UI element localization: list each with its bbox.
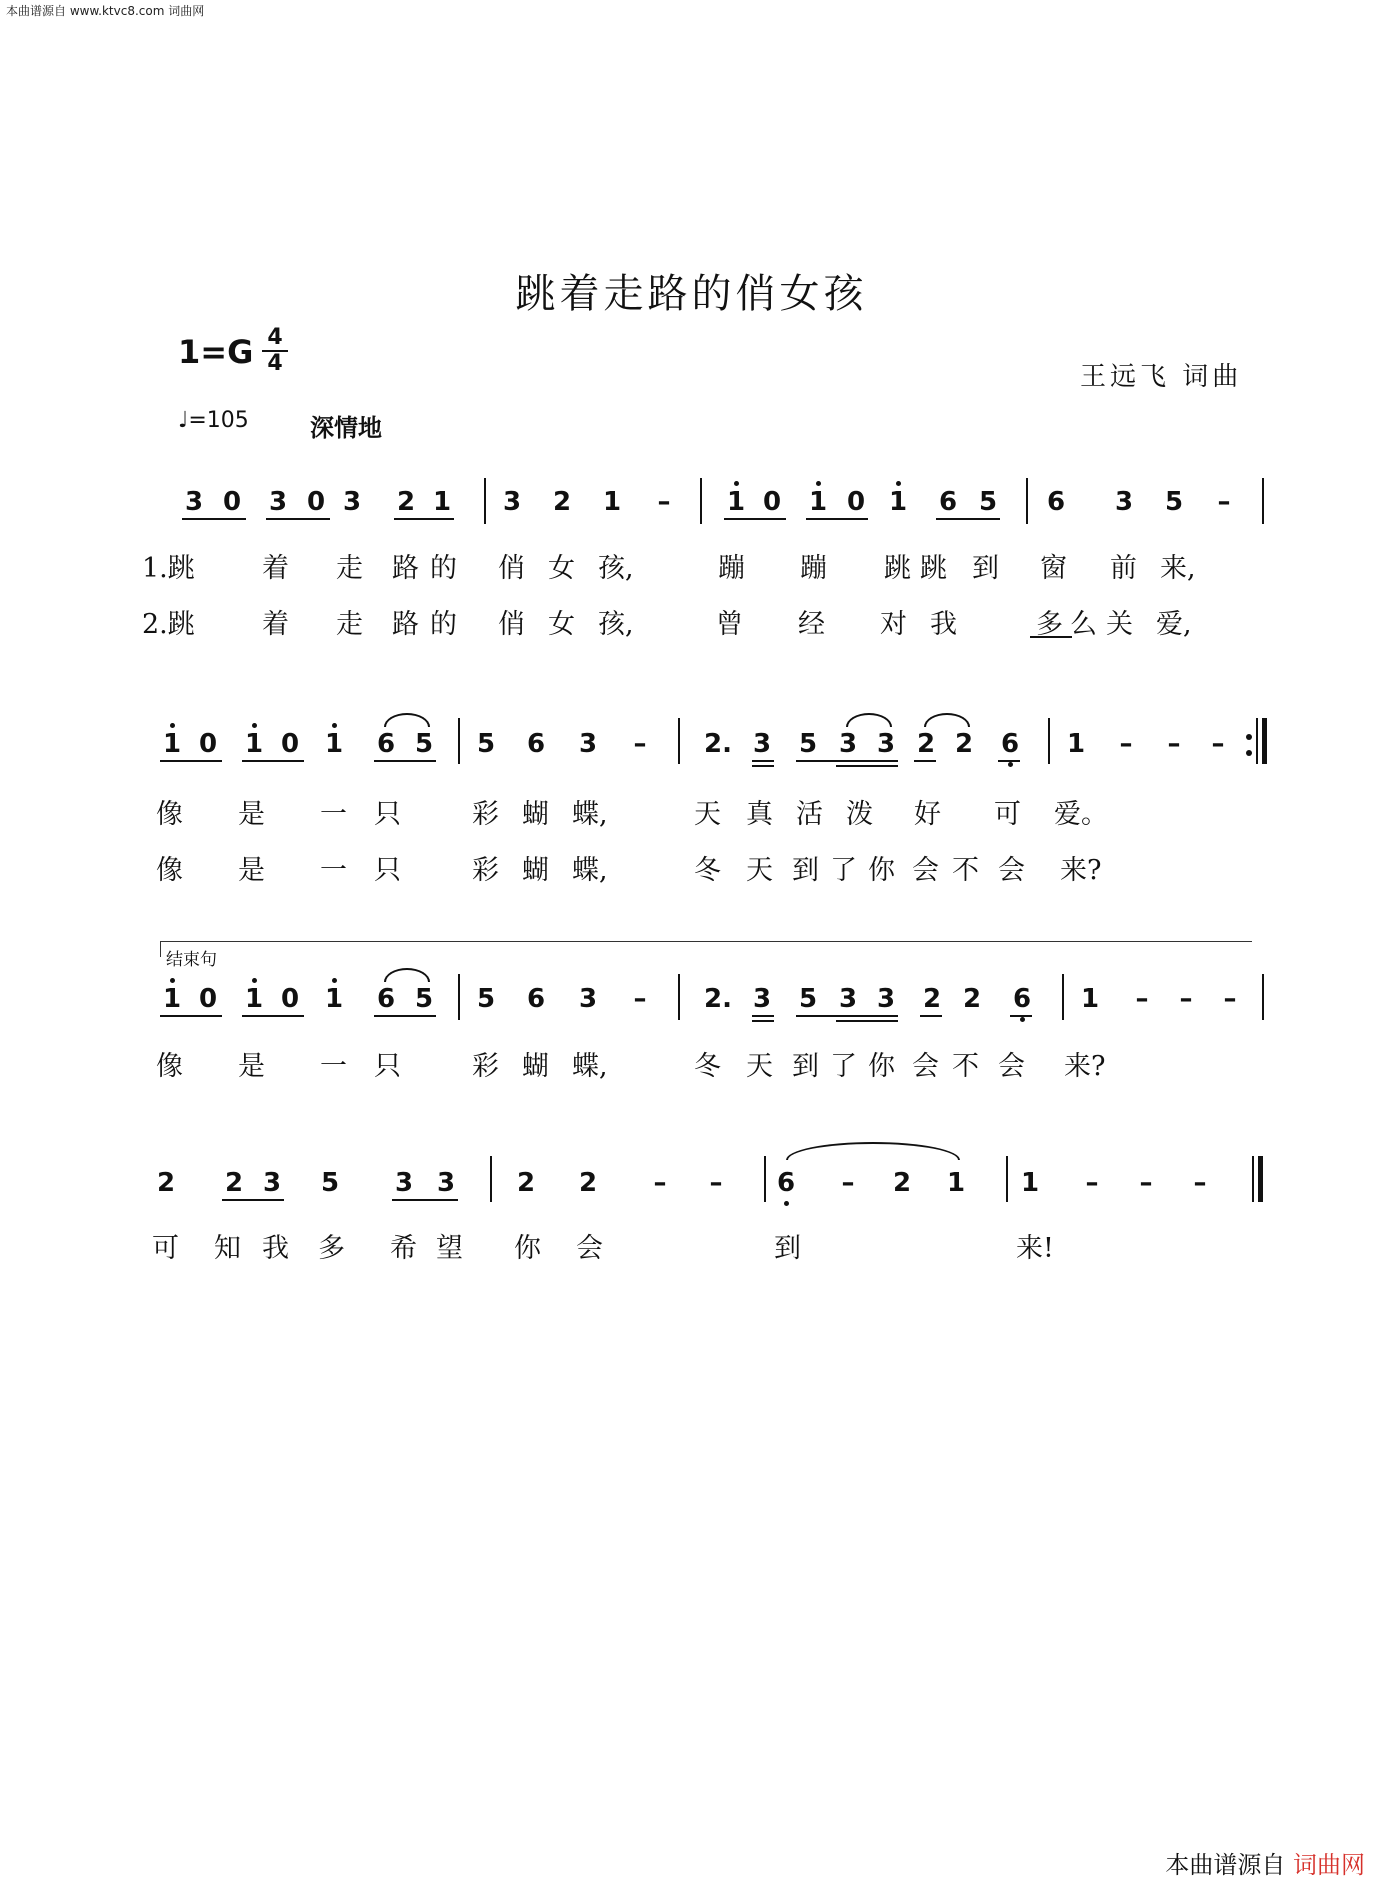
note: 2 — [156, 1168, 176, 1198]
lyric: 爱。 — [1054, 799, 1108, 830]
note: 2 — [578, 1168, 598, 1198]
note: – — [633, 729, 647, 759]
note: – — [1217, 487, 1231, 517]
lyric: 窗 — [1040, 553, 1067, 584]
note: – — [1179, 984, 1193, 1014]
time-signature — [262, 326, 288, 376]
lyric: 像 — [156, 855, 183, 886]
note: 1 — [242, 984, 266, 1014]
note: – — [1119, 729, 1133, 759]
lyric: 走 — [336, 553, 363, 584]
lyric: 俏 — [498, 553, 525, 584]
note: 3 — [268, 487, 288, 517]
lyric: 来, — [1160, 553, 1196, 584]
note: – — [653, 1168, 667, 1198]
lyric: 路 — [392, 609, 419, 640]
note: 3 — [752, 984, 772, 1014]
note: 2. — [704, 984, 732, 1014]
note: 1 — [724, 487, 748, 517]
note: 0 — [222, 487, 242, 517]
lyric: 天 — [694, 799, 721, 830]
lyric: 走 — [336, 609, 363, 640]
repeat-barline — [1256, 718, 1258, 764]
watermark-left: 本曲谱源自 — [1165, 1851, 1286, 1879]
note: 1 — [432, 487, 452, 517]
lyric: 到 — [972, 553, 999, 584]
note: 3 — [876, 729, 896, 759]
lyric: 真 — [746, 799, 773, 830]
ending-bracket-tick — [160, 941, 161, 957]
note: 6 — [1010, 984, 1034, 1014]
lyric: 彩 — [472, 855, 499, 886]
note: 3 — [184, 487, 204, 517]
lyric: 的 — [430, 609, 457, 640]
expression-marking: 深情地 — [310, 414, 382, 442]
lyric: 女 — [548, 553, 575, 584]
note: 3 — [342, 487, 362, 517]
lyric: 孩, — [598, 553, 634, 584]
lyric: 可 — [152, 1233, 179, 1264]
lyric: 到 — [792, 1051, 819, 1082]
lyric: 蝴 — [522, 1051, 549, 1082]
note: 3 — [876, 984, 896, 1014]
lyric: 是 — [238, 855, 265, 886]
lyric: 不 — [952, 1051, 979, 1082]
note: 3 — [436, 1168, 456, 1198]
lyric: 只 — [374, 1051, 401, 1082]
note: 2 — [224, 1168, 244, 1198]
lyric: 多 — [318, 1233, 345, 1264]
lyric: 蹦 — [800, 553, 827, 584]
lyric: 彩 — [472, 1051, 499, 1082]
lyric: 蝶, — [572, 1051, 608, 1082]
note: 5 — [978, 487, 998, 517]
lyric: 会 — [912, 1051, 939, 1082]
lyric: 对 — [880, 609, 907, 640]
note: 5 — [414, 984, 434, 1014]
lyric: 2.跳 — [142, 609, 195, 640]
note: 2 — [954, 729, 974, 759]
repeat-dot — [1246, 734, 1252, 740]
note: 5 — [414, 729, 434, 759]
note: 0 — [846, 487, 866, 517]
note: 6 — [998, 729, 1022, 759]
note: 0 — [306, 487, 326, 517]
lyric: 蹦 — [718, 553, 745, 584]
note: 2 — [892, 1168, 912, 1198]
note: 6 — [774, 1168, 798, 1198]
note: 1 — [322, 729, 346, 759]
lyric: 的 — [430, 553, 457, 584]
note: 5 — [798, 984, 818, 1014]
note: 2 — [516, 1168, 536, 1198]
lyric: 是 — [238, 1051, 265, 1082]
note: 2 — [922, 984, 942, 1014]
note: 6 — [938, 487, 958, 517]
note: – — [1085, 1168, 1099, 1198]
lyric: 1.跳 — [142, 553, 195, 584]
lyric: 会 — [998, 855, 1025, 886]
lyric: 着 — [262, 609, 289, 640]
note: – — [1223, 984, 1237, 1014]
lyric: 像 — [156, 1051, 183, 1082]
note: 5 — [476, 729, 496, 759]
time-signature-top: 4 — [267, 325, 283, 350]
note: 1 — [806, 487, 830, 517]
lyric: 你 — [868, 1051, 895, 1082]
lyric: 会 — [998, 1051, 1025, 1082]
lyric: 了 — [830, 855, 857, 886]
note: 1 — [242, 729, 266, 759]
note: 2 — [916, 729, 936, 759]
lyric: 只 — [374, 855, 401, 886]
lyric: 是 — [238, 799, 265, 830]
lyric: 可 — [994, 799, 1021, 830]
ending-label: 结束句 — [166, 950, 217, 970]
note: 6 — [376, 984, 396, 1014]
lyric: 来? — [1064, 1051, 1106, 1082]
note: 1 — [1020, 1168, 1040, 1198]
note: 5 — [798, 729, 818, 759]
lyric: 蝴 — [522, 855, 549, 886]
note: – — [633, 984, 647, 1014]
lyric: 希 — [390, 1233, 417, 1264]
lyric: 知 — [214, 1233, 241, 1264]
lyric: 着 — [262, 553, 289, 584]
note: 0 — [198, 729, 218, 759]
note: 3 — [838, 984, 858, 1014]
lyric: 跳 — [920, 553, 947, 584]
note: 3 — [394, 1168, 414, 1198]
lyric: 冬 — [694, 1051, 721, 1082]
note: – — [1193, 1168, 1207, 1198]
lyric: 多 — [1036, 609, 1063, 640]
lyric: 一 — [320, 799, 347, 830]
note: 3 — [578, 729, 598, 759]
note: 0 — [280, 984, 300, 1014]
watermark — [1165, 1845, 1365, 1880]
lyric: 来! — [1016, 1233, 1054, 1264]
lyric: 经 — [798, 609, 825, 640]
note: 3 — [752, 729, 772, 759]
lyric: 我 — [930, 609, 957, 640]
lyric: 俏 — [498, 609, 525, 640]
lyric: 好 — [914, 799, 941, 830]
note: – — [657, 487, 671, 517]
note: 3 — [578, 984, 598, 1014]
note: 3 — [1114, 487, 1134, 517]
note: 0 — [280, 729, 300, 759]
note: 0 — [762, 487, 782, 517]
lyric: 望 — [436, 1233, 463, 1264]
final-barline — [1252, 1156, 1254, 1202]
lyric: 冬 — [694, 855, 721, 886]
note: 5 — [1164, 487, 1184, 517]
lyric: 来? — [1060, 855, 1102, 886]
lyric: 孩, — [598, 609, 634, 640]
lyric: 天 — [746, 855, 773, 886]
note: 5 — [476, 984, 496, 1014]
note: – — [1135, 984, 1149, 1014]
note: 1 — [160, 729, 184, 759]
note: – — [1167, 729, 1181, 759]
lyric: 到 — [774, 1233, 801, 1264]
lyric: 天 — [746, 1051, 773, 1082]
note: 1 — [946, 1168, 966, 1198]
ending-bracket — [160, 941, 1252, 942]
lyric: 爱, — [1156, 609, 1192, 640]
note: 3 — [502, 487, 522, 517]
note: 3 — [838, 729, 858, 759]
lyric: 蝶, — [572, 799, 608, 830]
song-title: 跳着走路的俏女孩 — [515, 271, 868, 317]
note: – — [709, 1168, 723, 1198]
note: 6 — [376, 729, 396, 759]
note: 1 — [1080, 984, 1100, 1014]
note: – — [841, 1168, 855, 1198]
lyric: 到 — [792, 855, 819, 886]
lyric: 路 — [392, 553, 419, 584]
lyric: 会 — [912, 855, 939, 886]
tempo-marking: ♩=105 — [178, 408, 249, 433]
lyric: 彩 — [472, 799, 499, 830]
note: 2 — [962, 984, 982, 1014]
note: – — [1139, 1168, 1153, 1198]
note: 1 — [322, 984, 346, 1014]
composer-credit: 王远飞 词曲 — [1080, 362, 1243, 392]
watermark-right: 词曲网 — [1293, 1851, 1365, 1879]
note: 6 — [526, 729, 546, 759]
lyric: 泼 — [846, 799, 873, 830]
lyric: 了 — [830, 1051, 857, 1082]
repeat-dot — [1246, 750, 1252, 756]
note: 3 — [262, 1168, 282, 1198]
lyric: 前 — [1110, 553, 1137, 584]
key-signature: 1=G — [178, 333, 254, 371]
note: 6 — [526, 984, 546, 1014]
lyric: 会 — [576, 1233, 603, 1264]
note: 2 — [552, 487, 572, 517]
lyric: 关 — [1106, 609, 1133, 640]
lyric: 女 — [548, 609, 575, 640]
note: 1 — [160, 984, 184, 1014]
lyric: 一 — [320, 855, 347, 886]
note: 2 — [396, 487, 416, 517]
lyric: 活 — [796, 799, 823, 830]
lyric: 么 — [1070, 609, 1097, 640]
time-signature-bottom: 4 — [267, 351, 283, 376]
lyric: 一 — [320, 1051, 347, 1082]
note: 0 — [198, 984, 218, 1014]
note: 5 — [320, 1168, 340, 1198]
note: 1 — [602, 487, 622, 517]
lyric: 你 — [868, 855, 895, 886]
lyric: 曾 — [716, 609, 743, 640]
note: 1 — [886, 487, 910, 517]
lyric: 我 — [262, 1233, 289, 1264]
note: 6 — [1046, 487, 1066, 517]
lyric: 像 — [156, 799, 183, 830]
lyric: 你 — [514, 1233, 541, 1264]
lyric: 不 — [952, 855, 979, 886]
note: 1 — [1066, 729, 1086, 759]
lyric: 蝶, — [572, 855, 608, 886]
note: 2. — [704, 729, 732, 759]
lyric: 只 — [374, 799, 401, 830]
note: – — [1211, 729, 1225, 759]
lyric: 跳 — [884, 553, 911, 584]
lyric: 蝴 — [522, 799, 549, 830]
source-header: 本曲谱源自 www.ktvc8.com 词曲网 — [6, 4, 205, 18]
